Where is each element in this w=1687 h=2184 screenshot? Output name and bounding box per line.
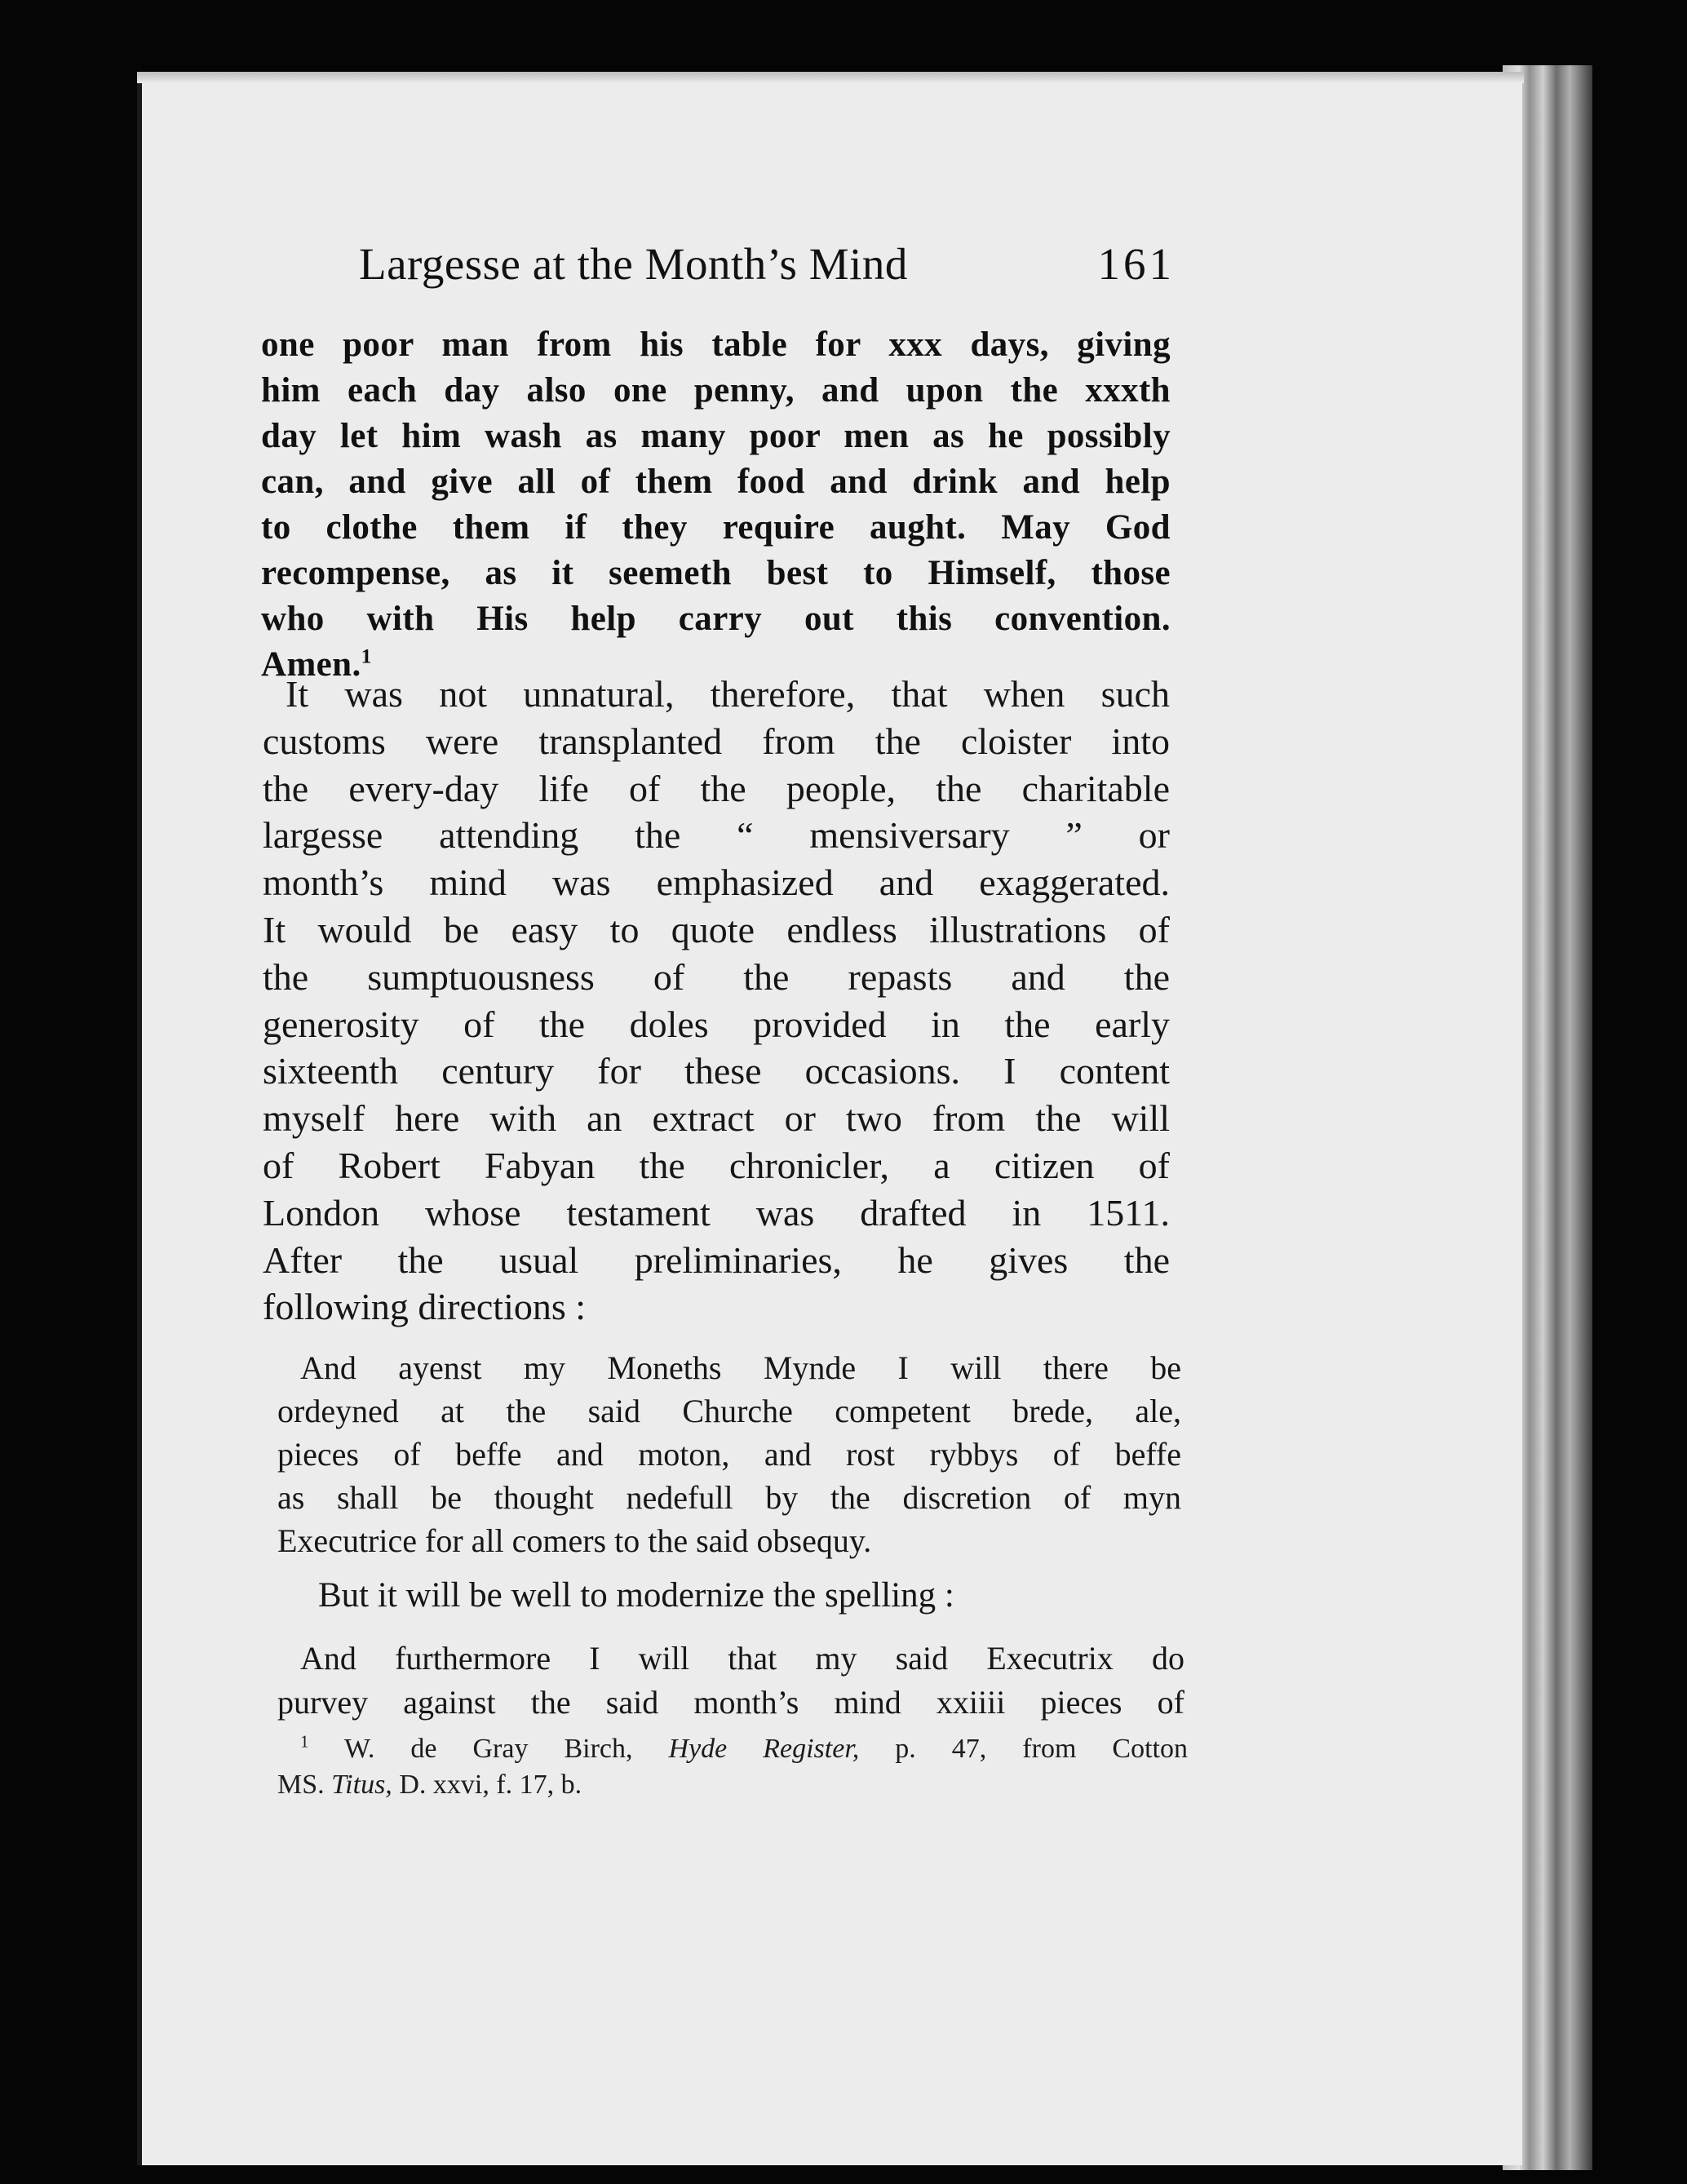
- text-line: of Robert Fabyan the chronicler, a citizen of: [263, 1144, 1170, 1186]
- footnote-text: D. xxvi, f. 17, b.: [392, 1770, 582, 1800]
- running-head-title: Largesse at the Month’s Mind: [359, 239, 908, 289]
- text-line: recompense, as it seemeth best to Himself, those: [261, 554, 1171, 592]
- block-quote-2: [277, 1637, 1184, 1725]
- text-line: following directions :: [263, 1286, 587, 1328]
- text-line: customs were transplanted from the cloister into: [263, 720, 1170, 762]
- text-line: And furthermore I will that my said Executrix do: [300, 1640, 1184, 1677]
- amen-text: Amen.: [261, 645, 361, 684]
- footnote-text: W. de Gray Birch,: [343, 1734, 669, 1764]
- text-line: largesse attending the “ mensiversary ” or: [263, 814, 1170, 857]
- text-line: pieces of beffe and moton, and rost rybbys of beffe: [277, 1436, 1181, 1473]
- paragraph-3: [318, 1573, 1158, 1619]
- footnote-line: [277, 1731, 1188, 1767]
- block-quote-1: [277, 1346, 1181, 1562]
- text-line: myself here with an extract or two from the will: [263, 1097, 1170, 1140]
- text-line: as shall be thought nedefull by the discretion of myn: [277, 1479, 1181, 1516]
- footnote-italic: Titus,: [331, 1770, 392, 1800]
- text-line: purvey against the said month’s mind xxiiii pieces of: [277, 1684, 1184, 1721]
- text-line: can, and give all of them food and drink and help: [261, 463, 1171, 501]
- text-line: him each day also one penny, and upon the xxxth: [261, 371, 1171, 410]
- text-line: It would be easy to quote endless illustrations of: [263, 908, 1170, 950]
- page-number: 161: [1097, 239, 1175, 289]
- text-line: It was not unnatural, therefore, that when such: [286, 673, 1170, 715]
- text-line: London whose testament was drafted in 1511.: [263, 1191, 1170, 1234]
- paragraph-2: [263, 671, 1170, 1331]
- text-line: And ayenst my Moneths Mynde I will there be: [300, 1349, 1181, 1386]
- text-line: who with His help carry out this convention.: [261, 600, 1171, 638]
- text-line: ordeyned at the said Churche competent brede, ale,: [277, 1393, 1181, 1429]
- footnote-reference: 1: [361, 644, 372, 668]
- text-line: the every-day life of the people, the charitable: [263, 767, 1170, 809]
- text-line: month’s mind was emphasized and exaggerated.: [263, 862, 1170, 904]
- text-line: Executrice for all comers to the said obsequy.: [277, 1522, 872, 1559]
- text-line: to clothe them if they require aught. May God: [261, 508, 1171, 547]
- paragraph-1: [261, 322, 1171, 688]
- footnote-italic: Hyde Register,: [668, 1734, 860, 1764]
- text-line: But it will be well to modernize the spelling :: [318, 1576, 954, 1615]
- page-top-shadow: [137, 72, 1524, 83]
- text-line: the sumptuousness of the repasts and the: [263, 955, 1170, 998]
- footnote-marker: 1: [300, 1731, 309, 1752]
- footnote-text: MS.: [277, 1770, 332, 1800]
- footnote-line: [277, 1767, 1188, 1803]
- text-line: sixteenth century for these occasions. I content: [263, 1050, 1170, 1092]
- footnote-text: p. 47, from Cotton: [859, 1734, 1188, 1764]
- running-head: [359, 238, 1175, 303]
- text-line: one poor man from his table for xxx days, giving: [261, 326, 1171, 364]
- text-line: day let him wash as many poor men as he possibly: [261, 417, 1171, 455]
- text-line: After the usual preliminaries, he gives the: [263, 1238, 1170, 1281]
- text-line: generosity of the doles provided in the early: [263, 1003, 1170, 1045]
- footnote: [277, 1731, 1188, 1803]
